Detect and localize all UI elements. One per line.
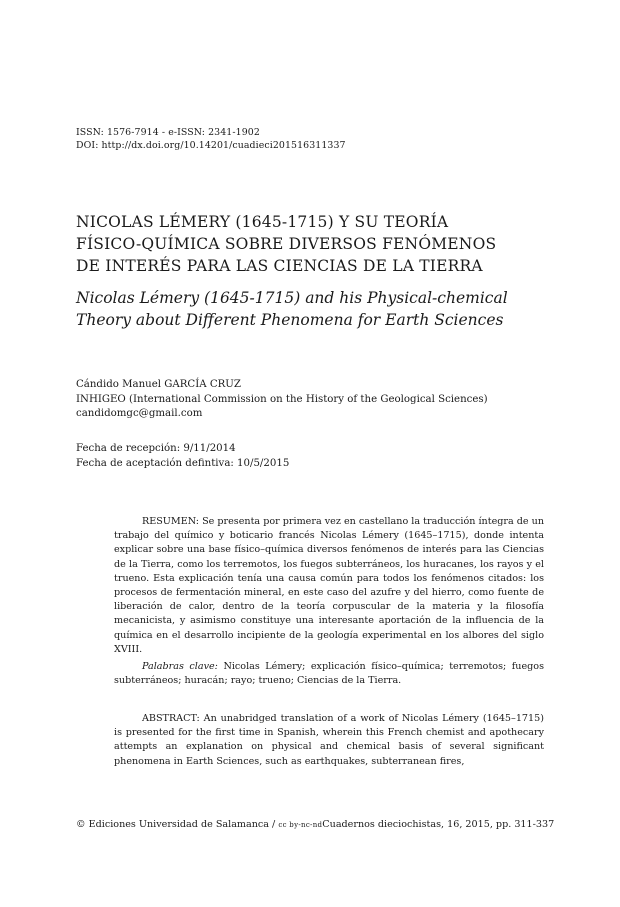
title-es-line: FÍSICO-QUÍMICA SOBRE DIVERSOS FENÓMENOS — [76, 235, 497, 253]
doi-line: DOI: http://dx.doi.org/10.14201/cuadieci201516311337 — [76, 140, 346, 151]
dates-block — [76, 442, 289, 471]
author-block — [76, 378, 488, 422]
keywords-text: Nicolas Lémery; explicación físico–química; terremotos; fuegos subterráneos; huracán; rayo; trueno; Ciencias de la Tierra. — [114, 661, 544, 687]
resumen-text: Se presenta por primera vez en castellano la traducción íntegra de un trabajo del químico y boticario francés Nicolas Lémery (1645–1715), donde intenta explicar sobre una base físico–química diversos fenómenos de interés para las Ciencias de la Tierra, como los terremotos, los fuegos subterráneos, los huracanes, los rayos y el trueno. Esta explicación tenía una causa común para todos los fenómenos citados: los procesos de fermentación mineral, en este caso del azufre y del hierro, como fuente de liberación de calor, dentro de la teoría corpuscular de la materia y la filosofía mecanicista, y asimismo constituye una interesante aportación de la influencia de la química en el desarrollo incipiente de la geología experimental en los albores del siglo XVIII. — [114, 516, 544, 655]
author-email[interactable]: candidomgc@gmail.com — [76, 408, 203, 419]
title-es-line: NICOLAS LÉMERY (1645-1715) Y SU TEORÍA — [76, 213, 449, 231]
title-spanish — [76, 211, 556, 277]
page-footer — [76, 818, 555, 832]
publisher-text: © Ediciones Universidad de Salamanca / — [76, 819, 276, 830]
title-en-line: Theory about Different Phenomena for Earth Sciences — [76, 311, 504, 329]
footer-citation: Cuadernos dieciochistas, 16, 2015, pp. 311-337 — [322, 819, 555, 830]
author-name: Cándido Manuel GARCÍA CRUZ — [76, 379, 241, 390]
issn-line: ISSN: 1576-7914 - e-ISSN: 2341-1902 — [76, 127, 260, 138]
license-text: cc by-nc-nd — [278, 821, 323, 829]
abstract-section — [114, 712, 544, 769]
keywords-paragraph — [114, 660, 544, 688]
title-english — [76, 287, 556, 331]
resumen-label: RESUMEN: — [142, 516, 199, 527]
author-affiliation: INHIGEO (International Commission on the History of the Geological Sciences) — [76, 393, 488, 405]
received-date: Fecha de recepción: 9/11/2014 — [76, 443, 236, 454]
keywords-section — [114, 660, 544, 688]
resumen-paragraph — [114, 515, 544, 657]
footer-publisher — [76, 818, 322, 832]
title-es-line: DE INTERÉS PARA LAS CIENCIAS DE LA TIERRA — [76, 257, 483, 275]
resumen-section — [114, 515, 544, 657]
accepted-date: Fecha de aceptación defintiva: 10/5/2015 — [76, 457, 290, 469]
title-en-line: Nicolas Lémery (1645-1715) and his Physical-chemical — [76, 289, 508, 307]
abstract-label: ABSTRACT: — [142, 713, 200, 724]
identifiers — [76, 126, 346, 152]
abstract-text: An unabridged translation of a work of Nicolas Lémery (1645–1715) is presented for the first time in Spanish, wherein this French chemist and apothecary attempts an explanation on physical and chemical basis of several significant phenomena in Earth Sciences, such as earthquakes, subterranean fires, — [114, 713, 544, 767]
abstract-paragraph — [114, 712, 544, 769]
keywords-label: Palabras clave: — [142, 661, 218, 672]
